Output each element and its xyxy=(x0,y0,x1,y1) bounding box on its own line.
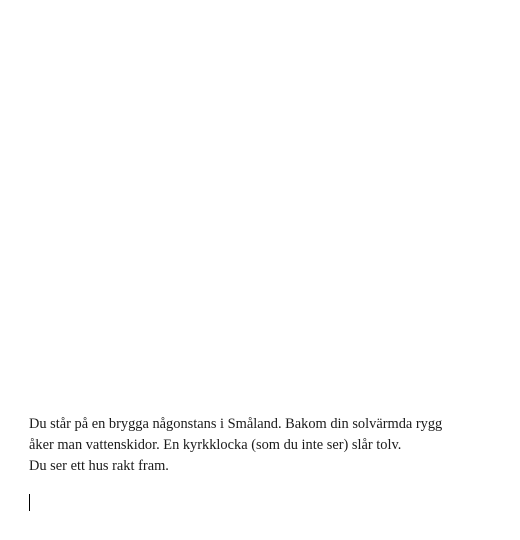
command-input[interactable] xyxy=(31,494,471,512)
story-line: Du ser ett hus rakt fram. xyxy=(29,458,169,474)
story-line: åker man vattenskidor. En kyrkklocka (som du inte ser) slår tolv. xyxy=(29,437,402,453)
text-cursor xyxy=(29,494,30,511)
story-transcript xyxy=(29,414,499,477)
story-line: Du står på en brygga någonstans i Småland. Bakom din solvärmda rygg xyxy=(29,416,443,432)
command-input-area[interactable] xyxy=(29,494,489,514)
